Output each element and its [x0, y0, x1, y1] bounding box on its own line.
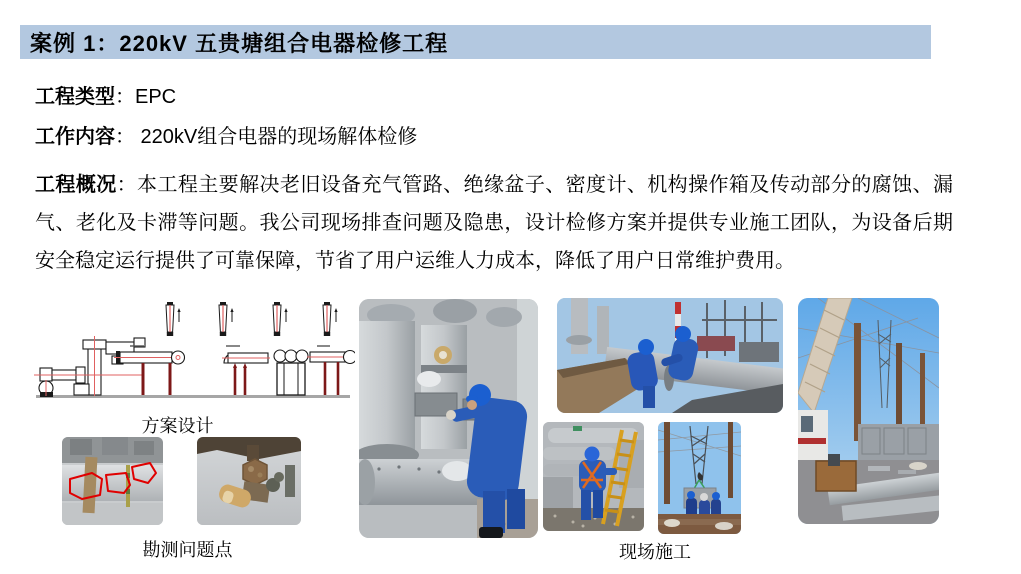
work-content-value: ： 220kV组合电器的现场解体检修: [115, 126, 418, 148]
construction-photo-top: [557, 298, 783, 413]
overview-value: ：本工程主要解决老旧设备充气管路、绝缘盆子、密度计、机构操作箱及传动部分的腐蚀、漏气、老化及卡滞等问题。我公司现场排查问题及隐患，设计检修方案并提供专业施工团队，为设备后期安全稳定运行提供了可靠保障，节省了用户运维人力成本，降低了用户日常维护费用。: [35, 174, 954, 272]
survey-photo-1: [62, 437, 163, 525]
construction-photo-lifting-svg: [658, 422, 741, 534]
survey-photo-2-svg: [197, 437, 301, 525]
construction-caption: 现场施工: [619, 542, 691, 562]
survey-photo-2: [197, 437, 301, 525]
construction-photo-ladder-svg: [543, 422, 644, 531]
design-drawing-svg: [30, 296, 355, 414]
design-caption: 方案设计: [141, 416, 214, 436]
survey-photo-1-svg: [62, 437, 163, 525]
survey-caption: 勘测问题点: [142, 540, 233, 560]
work-content-row: [35, 124, 417, 150]
overview-paragraph: [35, 166, 953, 280]
center-photo: [359, 299, 538, 538]
title-banner: [20, 25, 931, 59]
construction-photo-top-svg: [557, 298, 783, 413]
project-type-row: [35, 84, 176, 110]
design-drawing-image: [30, 296, 355, 414]
site-overview-photo-svg: [798, 298, 939, 524]
project-type-label: 工程类型: [35, 86, 115, 108]
bushing-symbols: [166, 302, 338, 336]
construction-photo-lifting: [658, 422, 741, 534]
site-overview-photo: [798, 298, 939, 524]
project-type-value: ：EPC: [115, 86, 177, 108]
work-content-label: 工作内容: [35, 126, 115, 148]
construction-photo-ladder: [543, 422, 644, 531]
center-photo-svg: [359, 299, 538, 538]
slide-title: 案例 1：220kV 五贵塘组合电器检修工程: [30, 30, 449, 56]
overview-label: 工程概况: [35, 174, 117, 196]
